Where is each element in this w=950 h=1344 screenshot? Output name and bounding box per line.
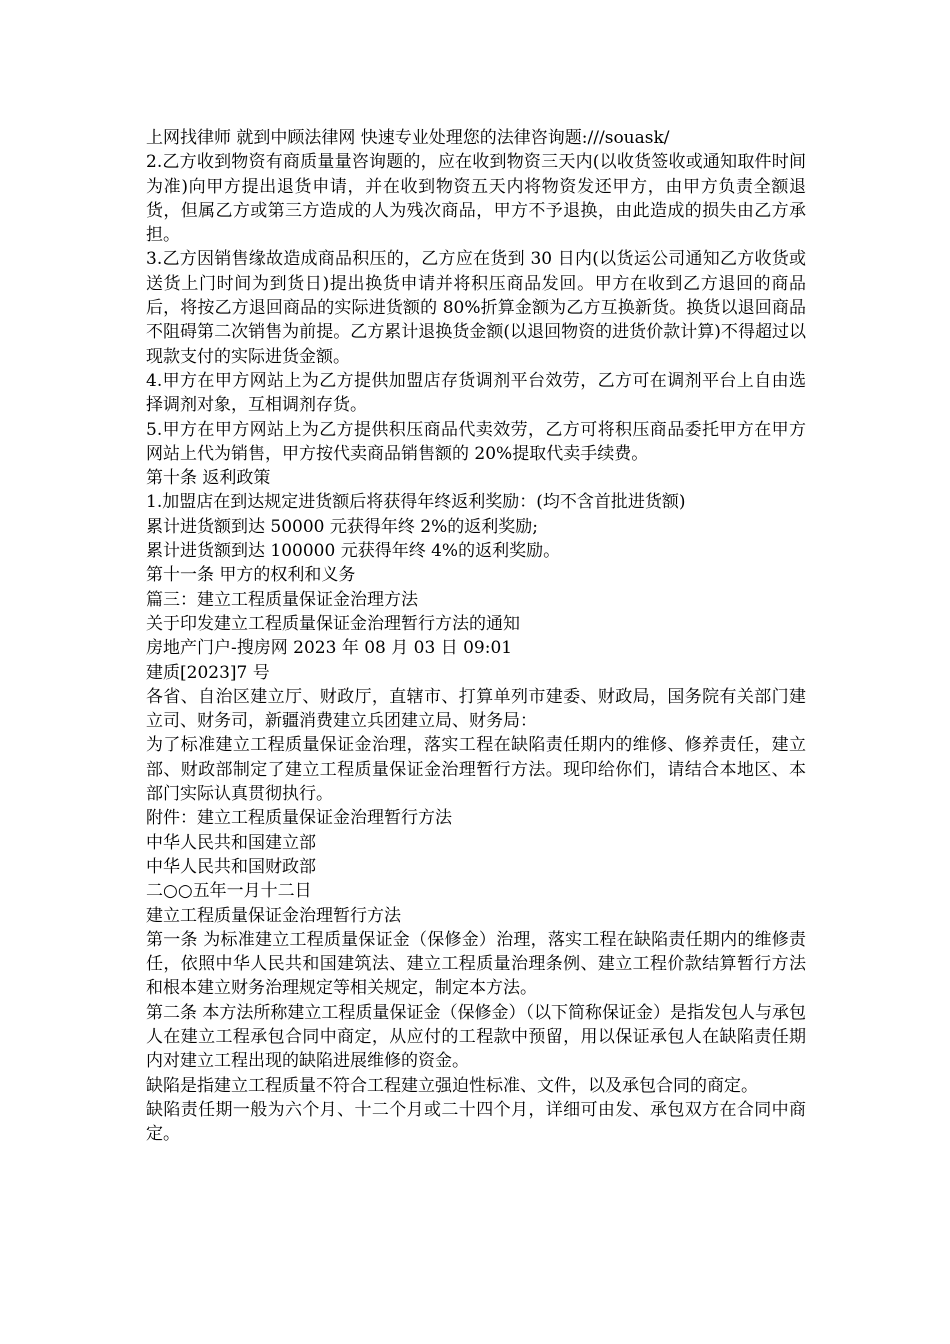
- article-10-heading: 第十条 返利政策: [146, 468, 271, 489]
- rebate-tier-2: 累计进货额到达 100000 元获得年终 4%的返利奖励。: [146, 541, 561, 562]
- source-line: 房地产门户-搜房网 2023 年 08 月 03 日 09:01: [146, 638, 513, 659]
- attachment-line: 附件：建立工程质量保证金治理暂行方法: [146, 808, 452, 829]
- measures-title: 建立工程质量保证金治理暂行方法: [146, 905, 401, 926]
- document-page: [146, 126, 806, 1146]
- issue-date: 二○○五年一月十二日: [146, 881, 312, 902]
- paragraph-item-4: 4.甲方在甲方网站上为乙方提供加盟店存货调剂平台效劳，乙方可在调剂平台上自由选择调剂对象，互相调剂存货。: [146, 370, 806, 416]
- defect-definition: 缺陷是指建立工程质量不符合工程建立强迫性标准、文件，以及承包合同的商定。: [146, 1075, 758, 1096]
- article-11-heading: 第十一条 甲方的权利和义务: [146, 565, 356, 586]
- chapter-3-heading: 篇三：建立工程质量保证金治理方法: [146, 589, 418, 610]
- issuer-1: 中华人民共和国建立部: [146, 832, 316, 853]
- rebate-rule-1: 1.加盟店在到达规定进货额后将获得年终返利奖励：(均不含首批进货额): [146, 492, 686, 513]
- paragraph-item-5: 5.甲方在甲方网站上为乙方提供积压商品代卖效劳，乙方可将积压商品委托甲方在甲方网站上代为销售，甲方按代卖商品销售额的 20%提取代卖手续费。: [146, 419, 806, 464]
- paragraph-ad-line: 上网找律师 就到中顾法律网 快速专业处理您的法律咨询题:///souask/: [146, 128, 670, 148]
- notice-body: 为了标准建立工程质量保证金治理，落实工程在缺陷责任期内的维修、修养责任，建立部、财政部制定了建立工程质量保证金治理暂行方法。现印给你们，请结合本地区、本部门实际认真贯彻执行。: [146, 735, 806, 805]
- paragraph-item-3: 3.乙方因销售缘故造成商品积压的，乙方应在货到 30 日内(以货运公司通知乙方收货或送货上门时间为到货日)提出换货申请并将积压商品发回。甲方在收到乙方退回的商品后，将按乙方退回商品的实际进货额的 80%折算金额为乙方互换新货。换货以退回商品不阻碍第二次销售为前提。乙方累计退换货金额(以退回物资的进货价款计算)不得超过以现款支付的实际进货金额。: [146, 249, 806, 367]
- document-number: 建质[2023]7 号: [146, 662, 270, 683]
- addressees: 各省、自治区建立厅、财政厅，直辖市、打算单列市建委、财政局，国务院有关部门建立司、财务司，新疆消费建立兵团建立局、财务局：: [146, 686, 806, 732]
- article-2: 第二条 本方法所称建立工程质量保证金（保修金）（以下简称保证金）是指发包人与承包人在建立工程承包合同中商定，从应付的工程款中预留，用以保证承包人在缺陷责任期内对建立工程出现的缺陷进展维修的资金。: [146, 1002, 806, 1072]
- notice-title: 关于印发建立工程质量保证金治理暂行方法的通知: [146, 613, 520, 634]
- issuer-2: 中华人民共和国财政部: [146, 856, 316, 877]
- rebate-tier-1: 累计进货额到达 50000 元获得年终 2%的返利奖励;: [146, 516, 538, 537]
- liability-period: 缺陷责任期一般为六个月、十二个月或二十四个月，详细可由发、承包双方在合同中商定。: [146, 1099, 806, 1145]
- article-1: 第一条 为标准建立工程质量保证金（保修金）治理，落实工程在缺陷责任期内的维修责任，依照中华人民共和国建筑法、建立工程质量治理条例、建立工程价款结算暂行方法和根本建立财务治理规定等相关规定，制定本方法。: [146, 929, 806, 999]
- paragraph-item-2: 2.乙方收到物资有商质量量咨询题的，应在收到物资三天内(以收货签收或通知取件时间为准)向甲方提出退货申请，并在收到物资五天内将物资发还甲方，由甲方负责全额退货，但属乙方或第三方造成的人为残次商品，甲方不予退换，由此造成的损失由乙方承担。: [146, 152, 806, 246]
